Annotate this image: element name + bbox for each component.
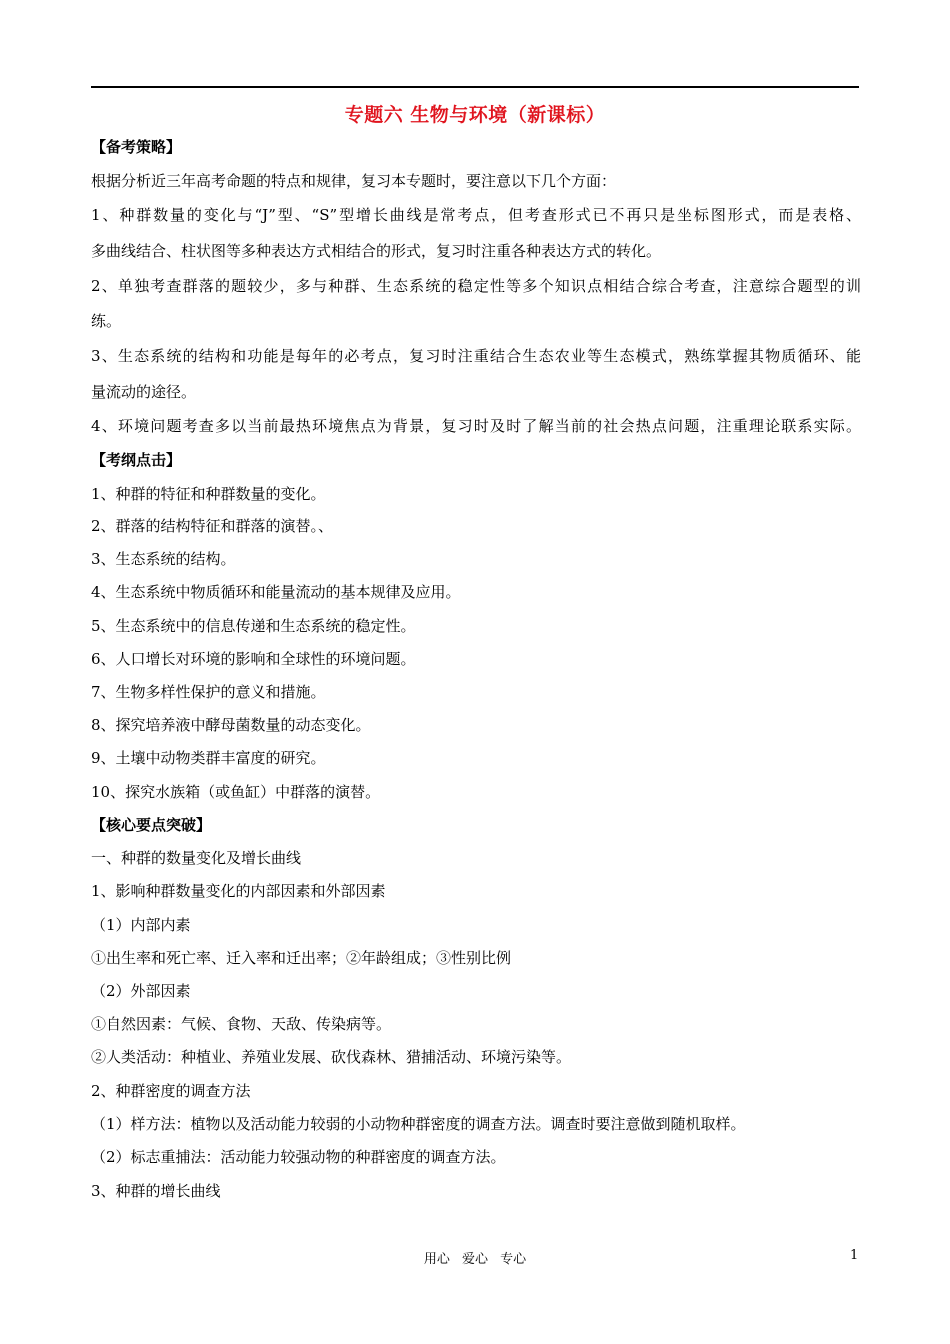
page-title: 专题六 生物与环境（新课标） bbox=[344, 104, 606, 126]
paragraph: 3、生态系统的结构和功能是每年的必考点，复习时注重结合生态农业等生态模式，熟练掌握其物质循环、能 bbox=[91, 347, 861, 365]
paragraph: 4、环境问题考查多以当前最热环境焦点为背景，复习时及时了解当前的社会热点问题，注重理论联系实际。 bbox=[91, 417, 861, 435]
list-item: 4、生态系统中物质循环和能量流动的基本规律及应用。 bbox=[91, 583, 461, 601]
list-item: 5、生态系统中的信息传递和生态系统的稳定性。 bbox=[91, 617, 416, 635]
paragraph: （1）样方法：植物以及活动能力较弱的小动物种群密度的调查方法。调查时要注意做到随机取样。 bbox=[91, 1115, 746, 1133]
page-footer: 用心 爱心 专心 bbox=[423, 1252, 527, 1267]
paragraph: ①自然因素：气候、食物、天敌、传染病等。 bbox=[91, 1015, 392, 1033]
list-item: 2、群落的结构特征和群落的演替。、 bbox=[91, 517, 334, 535]
paragraph: 2、单独考查群落的题较少，多与种群、生态系统的稳定性等多个知识点相结合综合考查，注意综合题型的训 bbox=[91, 277, 861, 295]
paragraph: 量流动的途径。 bbox=[91, 383, 197, 401]
list-item: 3、生态系统的结构。 bbox=[91, 550, 236, 568]
paragraph: 根据分析近三年高考命题的特点和规律，复习本专题时，要注意以下几个方面： bbox=[91, 172, 617, 190]
paragraph: （1）内部内素 bbox=[91, 916, 191, 934]
header-rule bbox=[91, 86, 859, 88]
section-heading-strategy: 【备考策略】 bbox=[91, 138, 182, 156]
section-heading-outline: 【考纲点击】 bbox=[91, 451, 182, 469]
list-item: 10、探究水族箱（或鱼缸）中群落的演替。 bbox=[91, 783, 381, 801]
paragraph: 多曲线结合、柱状图等多种表达方式相结合的形式，复习时注重各种表达方式的转化。 bbox=[91, 242, 662, 260]
list-item: 9、土壤中动物类群丰富度的研究。 bbox=[91, 749, 326, 767]
paragraph: 1、种群数量的变化与“J”型、“S”型增长曲线是常考点，但考查形式已不再只是坐标图形式，而是表格、 bbox=[91, 206, 861, 224]
paragraph: （2）标志重捕法：活动能力较强动物的种群密度的调查方法。 bbox=[91, 1148, 506, 1166]
paragraph: （2）外部因素 bbox=[91, 982, 191, 1000]
paragraph: 3、种群的增长曲线 bbox=[91, 1182, 221, 1200]
list-item: 7、生物多样性保护的意义和措施。 bbox=[91, 683, 326, 701]
section-heading-core: 【核心要点突破】 bbox=[91, 816, 212, 834]
paragraph: ①出生率和死亡率、迁入率和迁出率；②年龄组成；③性别比例 bbox=[91, 949, 512, 967]
paragraph: 2、种群密度的调查方法 bbox=[91, 1082, 251, 1100]
paragraph: ②人类活动：种植业、养殖业发展、砍伐森林、猎捕活动、环境污染等。 bbox=[91, 1048, 572, 1066]
page-number: 1 bbox=[850, 1248, 859, 1263]
paragraph: 一、种群的数量变化及增长曲线 bbox=[91, 849, 302, 867]
list-item: 1、种群的特征和种群数量的变化。 bbox=[91, 485, 326, 503]
paragraph: 练。 bbox=[91, 312, 122, 330]
list-item: 8、探究培养液中酵母菌数量的动态变化。 bbox=[91, 716, 371, 734]
list-item: 6、人口增长对环境的影响和全球性的环境问题。 bbox=[91, 650, 416, 668]
paragraph: 1、影响种群数量变化的内部因素和外部因素 bbox=[91, 882, 386, 900]
